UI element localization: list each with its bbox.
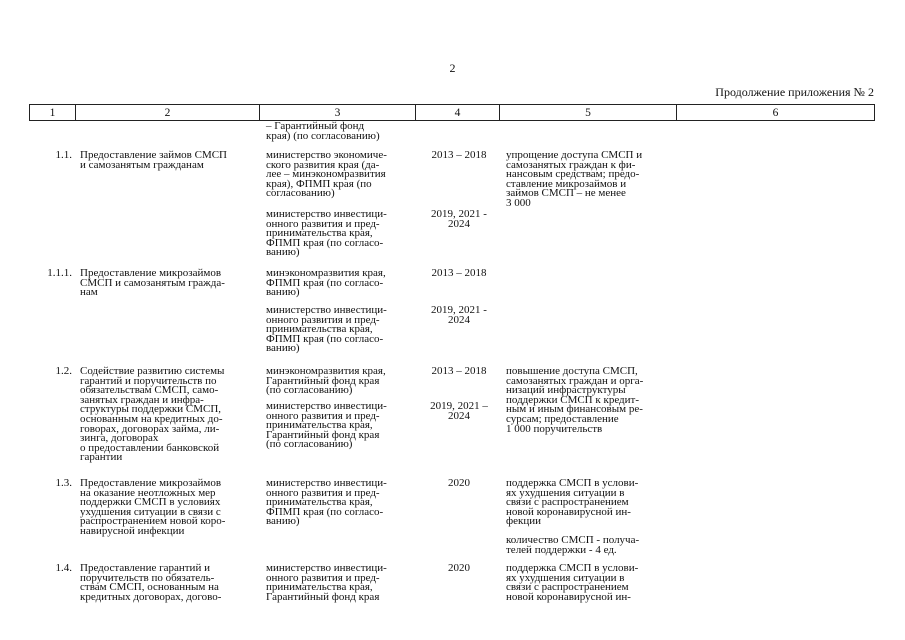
period-cell: 2013 – 2018: [431, 365, 487, 377]
executor-cell: министерство инвестици- онного развития и пред- принимательства края, Гарантийный фонд края (по согласованию): [266, 400, 387, 451]
column-header-6: 6: [677, 105, 875, 121]
period-cell: 2013 – 2018: [431, 267, 487, 279]
executor-cell: министерство инвестици- онного развития и пред- принимательства края, ФПМП края (по согласо- ванию): [266, 477, 387, 528]
executor-cell: министерство инвестици- онного развития и пред- принимательства края, ФПМП края (по согласо- ванию): [266, 304, 387, 355]
measure-title: Предоставление микрозаймов на оказание неотложных мер поддержки СМСП в условиях ухудшения ситуации в связи с распространением новой коро- навирусной инфекции: [80, 477, 226, 537]
indicator-cell: количество СМСП - получа- телей поддержки - 4 ед.: [506, 534, 640, 556]
executor-cell: – Гарантийный фонд края) (по согласованию): [266, 120, 380, 142]
executor-cell: минэкономразвития края, Гарантийный фонд края (по согласованию): [266, 365, 386, 397]
executor-cell: минэкономразвития края, ФПМП края (по согласо- ванию): [266, 267, 386, 299]
column-header-3: 3: [260, 105, 416, 121]
measure-title: Предоставление займов СМСП и самозанятым гражданам: [80, 149, 228, 171]
row-number: 1.4.: [55, 562, 72, 574]
table-body: [0, 120, 905, 640]
result-cell: поддержка СМСП в услови- ях ухудшения ситуации в связи с распространением новой коронавирусной ин- фекции: [506, 477, 639, 528]
row-number: 1.3.: [55, 477, 72, 489]
period-cell: 2020: [448, 562, 470, 574]
row-number: 1.1.: [55, 149, 72, 161]
result-cell: поддержка СМСП в услови- ях ухудшения ситуации в связи с распространением новой коронавирусной ин-: [506, 562, 639, 603]
column-header-4: 4: [416, 105, 500, 121]
table-header: [29, 104, 875, 121]
period-cell: 2019, 2021 - 2024: [431, 208, 487, 230]
executor-cell: министерство инвестици- онного развития и пред- принимательства края, Гарантийный фонд края: [266, 562, 387, 603]
column-header-5: 5: [500, 105, 677, 121]
row-number: 1.2.: [55, 365, 72, 377]
page-number: 2: [449, 61, 456, 75]
executor-cell: министерство экономиче- ского развития края (да- лее – минэкономразвития края), ФПМП края (по согласованию): [266, 149, 387, 200]
measure-title: Содействие развитию системы гарантий и поручительств по обязательствам СМСП, само- занятых граждан и инфра- структуры поддержки СМСП, основанным на кредитных до- говорах, договорах займа, ли- зинга, договорах о предоставлении банковской гарантии: [80, 365, 225, 464]
result-cell: упрощение доступа СМСП и самозанятых граждан к фи- нансовым средствам; предо- ставление микрозаймов и займов СМСП – не менее 3 000: [506, 149, 643, 209]
row-number: 1.1.1.: [47, 267, 72, 279]
period-cell: 2019, 2021 – 2024: [430, 400, 488, 422]
executor-cell: министерство инвестици- онного развития и пред- принимательства края, ФПМП края (по согласо- ванию): [266, 208, 387, 259]
column-header-2: 2: [76, 105, 260, 121]
period-cell: 2013 – 2018: [431, 149, 487, 161]
measure-title: Предоставление микрозаймов СМСП и самозанятым гражда- нам: [80, 267, 225, 299]
result-cell: повышение доступа СМСП, самозанятых граждан и орга- низаций инфраструктуры поддержки СМСП к кредит- ным и иным финансовым ре- сурсам; предоставление 1 000 поручительств: [506, 365, 644, 435]
continuation-label: Продолжение приложения № 2: [715, 85, 874, 99]
period-cell: 2019, 2021 - 2024: [431, 304, 487, 326]
column-header-1: 1: [30, 105, 76, 121]
measure-title: Предоставление гарантий и поручительств по обязатель- ствам СМСП, основанным на кредитных договорах, догово-: [80, 562, 222, 603]
period-cell: 2020: [448, 477, 470, 489]
